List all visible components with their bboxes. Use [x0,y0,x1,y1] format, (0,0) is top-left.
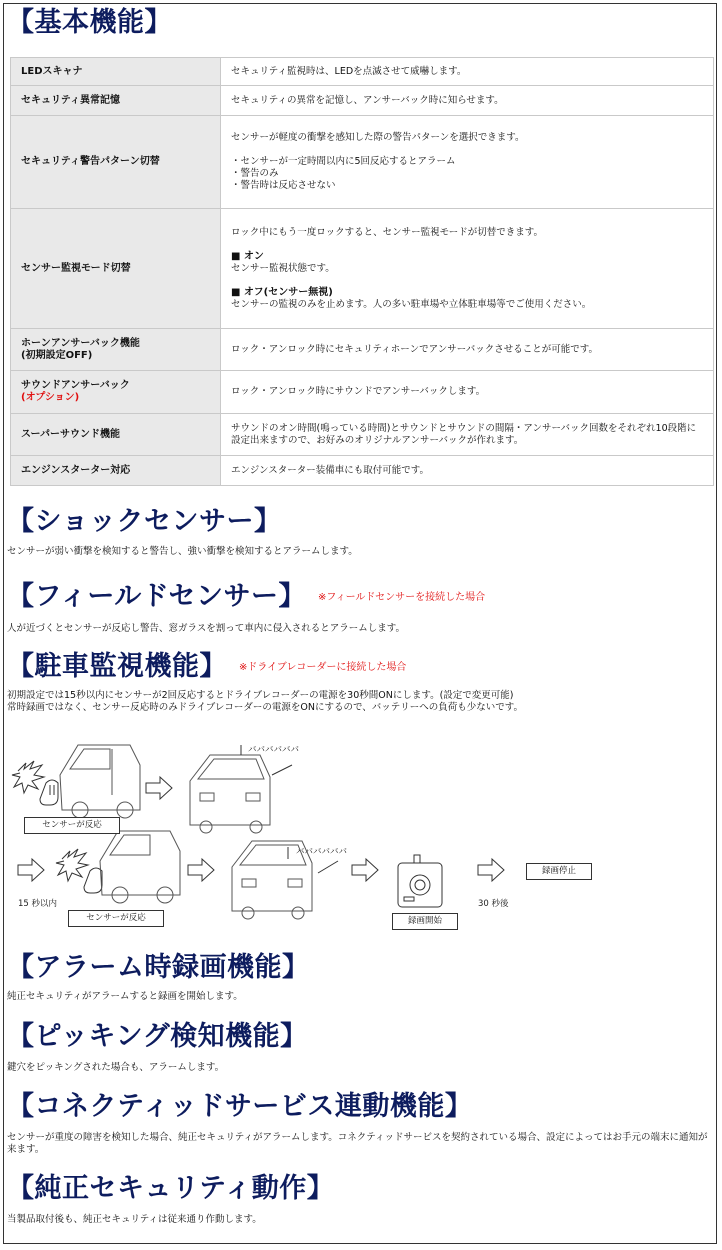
arrow-icon [146,777,172,799]
table-row [11,58,714,86]
within-15s-label: 15 秒以内 [18,899,58,909]
table-row [11,116,714,209]
shock-text: センサーが弱い衝撃を検知すると警告し、強い衝撃を検知するとアラームします。 [7,546,358,557]
feature-desc: ロック・アンロック時にサウンドでアンサーバックします。 [221,371,714,414]
field-note: ※フィールドセンサーを接続した場合 [318,591,486,603]
rec-start-box: 録画開始 [392,913,458,930]
feature-label: スーパーサウンド機能 [11,414,221,456]
parking-flow-diagram [0,735,722,945]
feature-desc [221,209,714,329]
feature-desc: サウンドのオン時間(鳴っている時間)とサウンドとサウンドの間隔・アンサーバック回数をそれぞれ10段階に設定出来ますので、お好みのオリジナルアンサーバックが作れます。 [221,414,714,456]
after-30s-label: 30 秒後 [478,899,509,909]
table-row [11,456,714,486]
mode-off-heading: ■ オフ(センサー無視) [231,286,333,298]
heading-connected-service: 【コネクティッドサービス連動機能】 [7,1091,473,1122]
shock-burst-icon [12,761,58,805]
table-row [11,414,714,456]
parking-text-1: 初期設定では15秒以内にセンサーが2回反応するとドライブレコーダーの電源を30秒間ONにします。(設定で変更可能) [7,690,514,701]
heading-genuine-security: 【純正セキュリティ動作】 [7,1173,335,1204]
feature-label: セキュリティ警告パターン切替 [11,116,221,209]
table-row [11,329,714,371]
arrow-icon [352,859,378,881]
arrow-icon [18,859,44,881]
feature-label: センサー監視モード切替 [11,209,221,329]
sensor-reacted-box-2: センサーが反応 [68,910,164,927]
pattern-option: ・警告のみ [231,168,279,179]
pattern-option: ・警告時は反応させない [231,180,336,191]
feature-desc [221,116,714,209]
heading-basic-functions: 【基本機能】 [7,7,172,38]
parking-note: ※ドライブレコーダーに接続した場合 [239,661,407,673]
rec-stop-box: 録画停止 [526,863,592,880]
feature-label [11,371,221,414]
feature-desc: セキュリティの異常を記憶し、アンサーバック時に知らせます。 [221,86,714,116]
shock-burst-icon [56,849,102,893]
horn-label: ホーンアンサーバック機能 [21,337,140,349]
table-row [11,371,714,414]
sound-label-option: (オプション) [21,392,80,403]
heading-alarm-recording: 【アラーム時録画機能】 [7,952,310,983]
alarm-rec-text: 純正セキュリティがアラームすると録画を開始します。 [7,991,243,1002]
feature-table [10,57,714,486]
feature-label: セキュリティ異常記憶 [11,86,221,116]
sensor-reacted-box: センサーが反応 [24,817,120,834]
feature-desc: セキュリティ監視時は、LEDを点滅させて威嚇します。 [221,58,714,86]
heading-shock-sensor: 【ショックセンサー】 [7,506,282,537]
feature-label [11,329,221,371]
pattern-option: ・センサーが一定時間以内に5回反応するとアラーム [231,156,456,167]
feature-desc: エンジンスターター装備車にも取付可能です。 [221,456,714,486]
arrow-icon [188,859,214,881]
mode-desc: ロック中にもう一度ロックすると、センサー監視モードが切替できます。 [231,226,543,238]
horn-label-note: (初期設定OFF) [21,349,93,361]
heading-field-sensor: 【フィールドセンサー】 ※フィールドセンサーを接続した場合 [7,581,486,612]
genuine-text: 当製品取付後も、純正セキュリティは従来通り作動します。 [7,1214,262,1225]
sound-mark [272,765,292,775]
heading-picking-detection: 【ピッキング検知機能】 [7,1021,308,1052]
field-text: 人が近づくとセンサーが反応し警告、窓ガラスを割って車内に侵入されるとアラームします。 [7,623,405,634]
beep-label: ババババババ [248,745,300,755]
heading-parking-monitor: 【駐車監視機能】 ※ドライブレコーダーに接続した場合 [7,651,407,682]
table-row [11,86,714,116]
table-row [11,209,714,329]
van-icon [60,745,140,818]
feature-label: エンジンスターター対応 [11,456,221,486]
pattern-desc: センサーが軽度の衝撃を感知した際の警告パターンを選択できます。 [231,132,525,143]
van-icon [100,831,180,903]
van-rear-icon [190,755,270,833]
sound-label: サウンドアンサーバック [21,380,130,391]
connected-text: センサーが重度の障害を検知した場合、純正セキュリティがアラームします。コネクティッドサービスを契約されている場合、設定によってはお手元の端末に通知が来ます。 [7,1132,708,1155]
dashcam-icon [398,855,442,907]
picking-text: 鍵穴をピッキングされた場合も、アラームします。 [7,1062,225,1073]
parking-text-2: 常時録画ではなく、センサー反応時のみドライブレコーダーの電源をONにするので、バッテリーへの負荷も少ないです。 [7,702,523,713]
mode-on-desc: センサー監視状態です。 [231,262,335,274]
mode-off-desc: センサーの監視のみを止めます。人の多い駐車場や立体駐車場等でご使用ください。 [231,298,592,310]
mode-on-heading: ■ オン [231,250,264,262]
beep-label-2: ババババババ [296,847,348,857]
feature-desc: ロック・アンロック時にセキュリティホーンでアンサーバックさせることが可能です。 [221,329,714,371]
sound-mark [318,861,338,873]
arrow-icon [478,859,504,881]
feature-label: LEDスキャナ [11,58,221,86]
